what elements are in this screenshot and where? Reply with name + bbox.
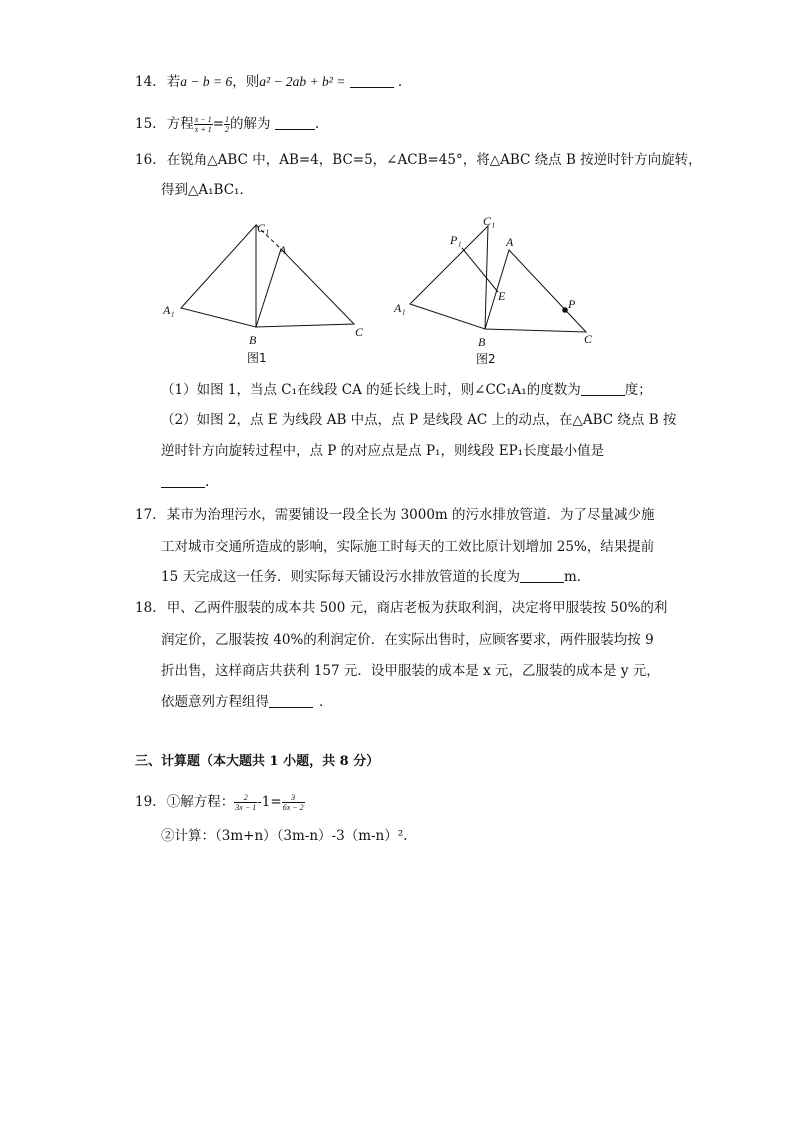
q15-end: . xyxy=(314,116,320,132)
q17-line1: 17. 某市为治理污水，需要铺设一段全长为 3000m 的污水排放管道．为了尽量减少施 xyxy=(135,507,655,523)
question-number: 14. xyxy=(135,74,157,90)
q19-part2: ②计算：（3m+n）（3m-n）-3（m-n）². xyxy=(161,828,408,844)
label-a: A xyxy=(506,235,514,249)
triangle-a1bc1 xyxy=(410,226,488,329)
q14-prefix: 若 xyxy=(166,74,181,90)
segment-p1-e xyxy=(462,248,498,292)
label-b: B xyxy=(478,335,486,349)
question-number: 18. xyxy=(135,600,157,616)
q16-part2-blank: . xyxy=(161,472,209,492)
q15 xyxy=(135,114,319,134)
answer-blank xyxy=(275,115,315,130)
q18-line3: 折出售，这样商店共获利 157 元．设甲服装的成本是 x 元，乙服装的成本是 y 元， xyxy=(161,663,660,679)
q15-half: $\frac{1}{2}$ xyxy=(225,115,230,134)
q16-part2-line2: 逆时针方向旋转过程中，点 P 的对应点是点 P₁，则线段 EP₁长度最小值是 xyxy=(161,443,605,459)
q16-part1: （1）如图 1，当点 C₁在线段 CA 的延长线上时，则∠CC₁A₁的度数为 度； xyxy=(161,382,652,398)
q14-condition: a − b = 6 xyxy=(180,74,233,89)
q14-expression: a² − 2ab + b² = xyxy=(259,74,346,89)
question-number: 16. xyxy=(135,152,157,168)
q17-line3: 15 天完成这一任务．则实际每天铺设污水排放管道的长度为 m． xyxy=(161,569,591,585)
q19-fraction-2: $\frac{3}{6x - 2}$ xyxy=(282,793,304,812)
question-number: 15. xyxy=(135,116,157,132)
triangle-abc xyxy=(256,249,354,327)
section-heading: 三、计算题（本大题共 1 小题，共 8 分） xyxy=(135,754,380,769)
q15-fraction: $\frac{x - 1}{x + 1}$ xyxy=(194,115,212,134)
label-e: E xyxy=(498,289,506,303)
answer-blank xyxy=(161,473,205,488)
q14 xyxy=(135,72,402,92)
label-a: A xyxy=(279,243,287,257)
label-b: B xyxy=(249,333,257,347)
question-number: 19. xyxy=(135,794,157,810)
answer-blank xyxy=(350,73,394,88)
q15-equals: = xyxy=(212,116,225,132)
q19-fraction-1: $\frac{2}{3x - 1}$ xyxy=(235,793,257,812)
figure-2-caption: 图2 xyxy=(476,352,496,366)
q18-line2: 润定价，乙服装按 40%的利润定价．在实际出售时，应顾客要求，两件服装均按 9 xyxy=(161,632,654,648)
label-a1: A₁ xyxy=(394,301,406,315)
q17-line2: 工对城市交通所造成的影响，实际施工时每天的工效比原计划增加 25%，结果提前 xyxy=(161,539,655,555)
answer-blank xyxy=(269,693,313,708)
answer-blank xyxy=(520,568,564,583)
answer-blank xyxy=(581,381,625,396)
label-a1: A₁ xyxy=(163,303,175,317)
label-p1: P₁ xyxy=(450,233,462,247)
q18-line1: 18. 甲、乙两件服装的成本共 500 元，商店老板为获取利润，决定将甲服装按 50%的利 xyxy=(135,600,668,616)
q19-part1: 19. ①解方程： $\frac{2}{3x - 1}$ -1= $\frac{3}{6x - 2}$ xyxy=(135,793,304,812)
label-c1: C₁ xyxy=(483,214,496,228)
figure-1-caption: 图1 xyxy=(247,351,267,365)
question-number: 17. xyxy=(135,507,157,523)
q16-line1: 16. 在锐角△ABC 中，AB=4，BC=5，∠ACB=45°，将△ABC 绕点 B 按逆时针方向旋转， xyxy=(135,152,702,168)
triangle-a1bc1 xyxy=(181,225,256,327)
q16-part2-line1: （2）如图 2，点 E 为线段 AB 中点，点 P 是线段 AC 上的动点，在△ABC 绕点 B 按 xyxy=(161,412,677,428)
point-p xyxy=(562,307,568,313)
q18-line4: 依题意列方程组得 ． xyxy=(161,694,333,710)
label-c: C xyxy=(584,332,593,346)
q16-line2: 得到△A₁BC₁． xyxy=(161,182,253,198)
label-c: C xyxy=(355,325,364,339)
label-c1: C₁ xyxy=(257,221,270,235)
q14-suffix: . xyxy=(397,74,403,90)
q14-mid: ，则 xyxy=(232,74,260,90)
label-p: P xyxy=(568,297,576,311)
figure-2 xyxy=(390,208,610,372)
figure-1 xyxy=(155,212,385,372)
q15-prefix: 方程 xyxy=(166,116,194,132)
q15-suffix: 的解为 xyxy=(230,116,271,132)
